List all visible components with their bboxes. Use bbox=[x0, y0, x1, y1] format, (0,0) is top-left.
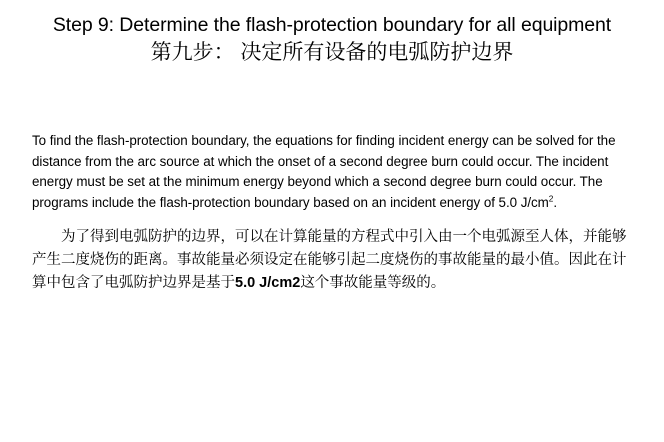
body-chinese-bold-value: 5.0 J/cm2 bbox=[235, 274, 301, 291]
body-english-text-end: . bbox=[553, 194, 558, 210]
slide-title-english: Step 9: Determine the flash-protection boundary for all equipment bbox=[52, 14, 612, 36]
body-paragraph-english bbox=[32, 131, 632, 213]
title-block bbox=[30, 12, 634, 67]
body-paragraph-chinese bbox=[32, 226, 632, 294]
body-block bbox=[32, 118, 632, 309]
body-english-superscript: 2 bbox=[548, 193, 554, 204]
slide-title-chinese: 第九步： 决定所有设备的电弧防护边界 bbox=[150, 41, 514, 64]
body-english-text: To find the flash-protection boundary, the equations for finding incident energy can be solved for the distance from the arc source at which the onset of a second degree burn could occur. The incident energy must be set at the minimum energy beyond which a second degree burn could occur. The programs include the flash-protection boundary based on an incident energy of 5.0 J/cm bbox=[32, 133, 616, 210]
body-chinese-text: 为了得到电弧防护的边界，可以在计算能量的方程式中引入由一个电弧源至人体，并能够产生二度烧伤的距离。事故能量必须设定在能够引起二度烧伤的事故能量的最小值。因此在计算中包含了电弧防护边界是基于 bbox=[32, 229, 627, 291]
body-chinese-text-end: 这个事故能量等级的。 bbox=[300, 274, 446, 291]
